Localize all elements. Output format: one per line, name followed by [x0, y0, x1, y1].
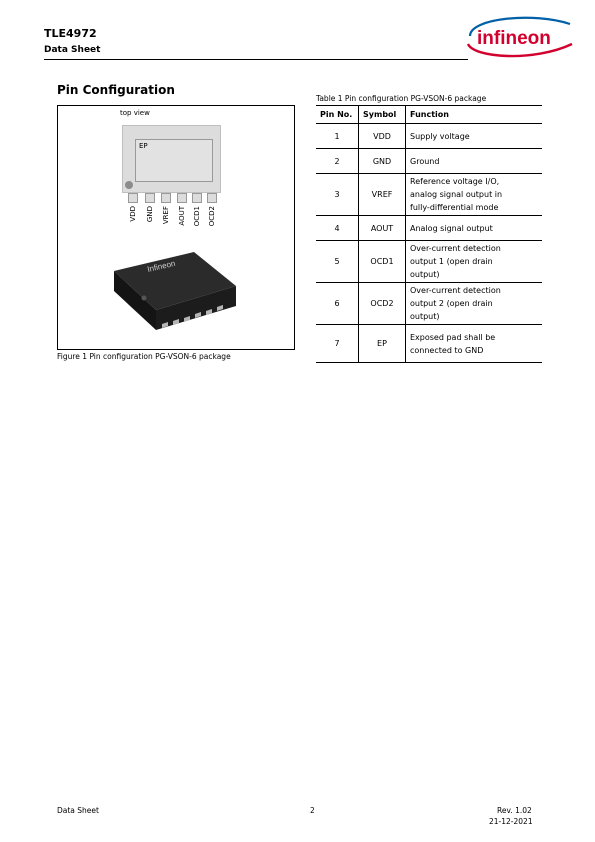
header-function: Function — [406, 106, 543, 124]
pin-table — [316, 105, 542, 363]
top-view-label: top view — [120, 109, 150, 117]
pin-label — [192, 206, 202, 240]
pin-pad — [145, 193, 155, 203]
cell-function — [406, 174, 543, 216]
table-header-row — [316, 106, 542, 124]
header-divider — [44, 59, 468, 60]
cell-pin: 4 — [316, 216, 359, 241]
chip-pin1-dimple — [142, 296, 147, 301]
cell-symbol: AOUT — [359, 216, 406, 241]
cell-function — [406, 241, 543, 283]
function-line: analog signal output in — [410, 190, 503, 199]
function-line: Ground — [410, 156, 440, 166]
function-line: connected to GND — [410, 345, 484, 355]
pin-label — [177, 206, 187, 240]
cell-function — [406, 124, 543, 149]
exposed-pad-label: EP — [139, 142, 148, 150]
cell-symbol: GND — [359, 149, 406, 174]
section-title: Pin Configuration — [57, 83, 175, 97]
pin-pad — [128, 193, 138, 203]
pin-pad — [177, 193, 187, 203]
table-row — [316, 283, 542, 325]
function-line: fully-differential mode — [410, 203, 499, 212]
pin-label-text: GND — [146, 206, 154, 223]
cell-symbol: OCD1 — [359, 241, 406, 283]
function-line: output 2 (open drain — [410, 299, 493, 308]
table-row — [316, 149, 542, 174]
pin1-marker — [125, 181, 133, 189]
table-caption: Table 1 Pin configuration PG-VSON-6 package — [316, 94, 487, 103]
cell-symbol: VREF — [359, 174, 406, 216]
function-line: Reference voltage I/O, — [410, 177, 500, 186]
function-line: Supply voltage — [410, 131, 470, 141]
pin-pad — [161, 193, 171, 203]
cell-symbol: VDD — [359, 124, 406, 149]
cell-pin: 6 — [316, 283, 359, 325]
table-row — [316, 241, 542, 283]
function-line: Analog signal output — [410, 223, 493, 233]
footer-revision: Rev. 1.02 — [497, 806, 532, 815]
cell-function — [406, 149, 543, 174]
table-row — [316, 174, 542, 216]
cell-pin: 7 — [316, 325, 359, 363]
cell-function — [406, 216, 543, 241]
cell-symbol: OCD2 — [359, 283, 406, 325]
table-row — [316, 124, 542, 149]
pin-pad — [192, 193, 202, 203]
document-title: TLE4972 — [44, 27, 97, 40]
footer-page-number: 2 — [310, 806, 315, 815]
pin-label — [145, 206, 155, 240]
footer-date: 21-12-2021 — [489, 817, 533, 826]
function-line: output) — [410, 270, 440, 279]
infineon-logo — [464, 14, 576, 60]
pin-label-text: VREF — [162, 206, 170, 225]
cell-function — [406, 283, 543, 325]
cell-pin: 1 — [316, 124, 359, 149]
header-pin-no: Pin No. — [316, 106, 359, 124]
cell-symbol: EP — [359, 325, 406, 363]
pin-label-text: VDD — [129, 206, 137, 222]
figure-caption: Figure 1 Pin configuration PG-VSON-6 package — [57, 352, 231, 361]
function-line: Exposed pad shall be — [410, 332, 496, 342]
table-row — [316, 325, 542, 363]
package-3d-image — [110, 246, 240, 336]
cell-pin: 2 — [316, 149, 359, 174]
document-subtitle: Data Sheet — [44, 45, 101, 55]
cell-function — [406, 325, 543, 363]
chip-brand-text: Infineon — [146, 258, 177, 274]
pin-label-text: OCD1 — [193, 206, 201, 227]
function-line: output) — [410, 312, 440, 321]
pin-label — [128, 206, 138, 240]
logo-text: infineon — [477, 28, 551, 49]
pin-label — [207, 206, 217, 240]
footer-doc-type: Data Sheet — [57, 806, 99, 815]
cell-pin: 3 — [316, 174, 359, 216]
function-line: Over-current detection — [410, 286, 501, 295]
pin-pad — [207, 193, 217, 203]
table-row — [316, 216, 542, 241]
pin-label-text: OCD2 — [208, 206, 216, 227]
pin-label — [161, 206, 171, 240]
function-line: output 1 (open drain — [410, 257, 493, 266]
header-symbol: Symbol — [359, 106, 406, 124]
pin-label-text: AOUT — [178, 206, 186, 226]
cell-pin: 5 — [316, 241, 359, 283]
function-line: Over-current detection — [410, 244, 501, 253]
